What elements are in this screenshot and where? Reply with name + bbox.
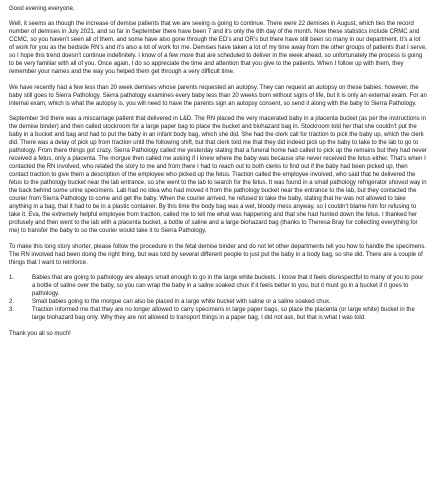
paragraph-demise-increase: Well, it seems as though the increase of demise patients that we are seeing is going to continue. There were 22 demises in August, which ties the record number of demises in July 2021, and so far in September there have been 7 and it’s only the 8th day of the month. Now these statistics include CRMC and CCMC, so you haven’t seen all of them, and some have also gone through the ED’s and OR’s but there have still been so many in our department. It’s a lot of work for you as the bedside RN’s and it’s also a lot of work for me. Demises have taken a lot of my time away from the other groups of patients that I serve, so I hope this trend doesn’t continue indefinitely. I know of a few more that are scheduled to deliver in the week ahead, so unfortunately the process is going to be very familiar with all of you. Once again, I do so appreciate the time and attention that you give to the patients. When I follow up with them, they remember your names and the way you helped them get through a very difficult time. [9, 21, 427, 75]
list-item-text: Babies that are going to pathology are always small enough to go in the large white buckets. I know that it feels disrespectful to many of you to pour a bottle of saline over the baby, so you can wrap the baby in a saline soaked chux if it feels better to you, but it must go in a bucket if it goes to pathology. [32, 275, 424, 297]
reinforcement-list [9, 274, 427, 322]
list-item-number: 1. [9, 275, 15, 281]
list-item-text: Small babies going to the morgue can also be placed in a large white bucket with saline or a saline soaked chux. [32, 299, 331, 305]
list-item [9, 298, 427, 306]
paragraph-procedure: To make this long story shorter, please follow the procedure in the fetal demise binder and do not let other departments tell you how to handle the specimens. The RN involved had been doing the right thing, but was told by several different people to just put the baby in a body bag, so she did. There are a couple of things that I want to reinforce. [9, 243, 427, 266]
letter-greeting: Good evening everyone, [9, 6, 75, 12]
list-item-number: 2. [9, 299, 15, 305]
list-item-text: Traction informed me that they are no longer allowed to carry specimens in large paper bags, so place the placenta (or large white) bucket in the large biohazard bag only. Why they are not allowed to transport things in a paper bag, I did not ask, but that is what I was told. [32, 307, 415, 321]
list-item-number: 3. [9, 307, 15, 313]
letter-closing: Thank you all so much! [9, 330, 71, 337]
list-item [9, 306, 427, 322]
paragraph-september-incident: September 3rd there was a miscarriage patient that delivered in L&D. The RN placed the very macerated baby in a placenta bucket (as per the instructions in the demise binder) and then called stockroom for a large paper bag to place the bucket and biohazard bag in. Stockroom told her that she couldn’t put the baby in a bucket and bag and had to put the baby in an infant body bag, which she did. She had the clerk call for traction to pick the baby up, which the clerk did. There was a delay of pick up from traction until the following shift, but that clerk told me that they did indeed pick up the baby to take to the lab to go to pathology. From there things got crazy. Sierra Pathology called me yesterday stating that a funeral home had called to pick up the remains but they had never received a fetus, only a placenta. The morgue then called me asking if I knew where the baby was because she never received the fetus either. That’s when I contacted the RN involved, who related the story to me and from there I had to reach out to both clerks to find out if the baby had been picked up, then contact traction to give them a description of the employee who picked up the fetus. Traction called the employee involved, who said that he delivered the fetus to the pathology bucket near the lab entrance, so she went to the lab to search for the fetus. It was found in a small pathology refrigerator shoved way in the back behind some urine specimens. Lab had no idea who had moved it from the pathology bucket near the entrance to the lab, but they contacted the courier from Sierra Pathology to come and get the baby. When the courier arrived, he refused to take the baby, stating that he was not allowed to take anything in a bag, that it had to be in a plastic container. By this time the body bag was a wet, bloody mess anyway, so I couldn’t blame him for refusing to take it. Eva, the extremely helpful employee from traction, called me to tell me what was happening and that she had hunted down the fetus. I thanked her profusely and then went to the lab with a placenta bucket, a bottle of saline and a large biohazard bag (thanks to Theresa Bray for collecting everything for me) to transfer the baby to so the courier would take it to Sierra Pathology. [9, 116, 427, 234]
list-item [9, 274, 427, 298]
paragraph-autopsy: We have recently had a few less than 20 week demises whose parents requested an autopsy. They can request an autopsy on these babies, however, the baby still goes to Sierra Pathology. Sierra pathology examines every baby less than 20 weeks born without signs of life, but it is only an external exam. For an internal exam, which is what the autopsy is, you will need to have the parents sign an autopsy consent, so send it along with the baby to Sierra Pathology. [9, 84, 427, 107]
